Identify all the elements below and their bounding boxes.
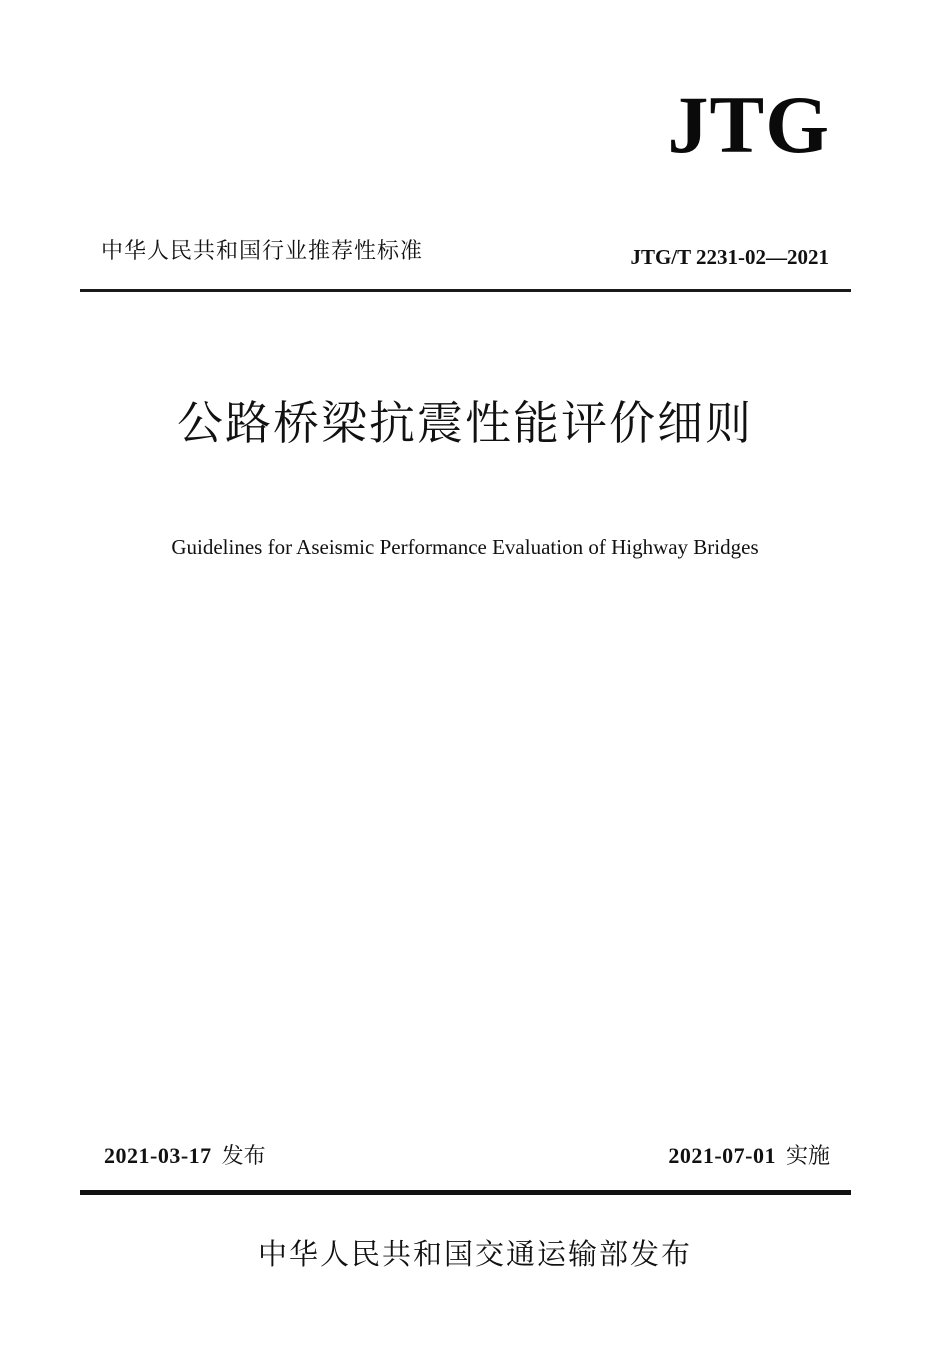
issue-label: 发布 <box>221 1144 266 1169</box>
title-english: Guidelines for Aseismic Performance Evaluation of Highway Bridges <box>171 535 759 559</box>
effective-info <box>668 1145 830 1168</box>
jtg-logo: JTG <box>667 79 830 170</box>
effective-date: 2021-07-01 <box>668 1143 776 1168</box>
footer-divider <box>80 1190 851 1195</box>
effective-label: 实施 <box>785 1144 830 1169</box>
header-divider <box>80 289 851 292</box>
standard-code: JTG/T 2231-02—2021 <box>630 245 829 269</box>
issue-date: 2021-03-17 <box>104 1143 212 1168</box>
issue-info <box>104 1145 266 1168</box>
publisher: 中华人民共和国交通运输部发布 <box>257 1237 692 1271</box>
standard-category: 中华人民共和国行业推荐性标准 <box>101 239 424 264</box>
title-chinese: 公路桥梁抗震性能评价细则 <box>177 396 753 450</box>
